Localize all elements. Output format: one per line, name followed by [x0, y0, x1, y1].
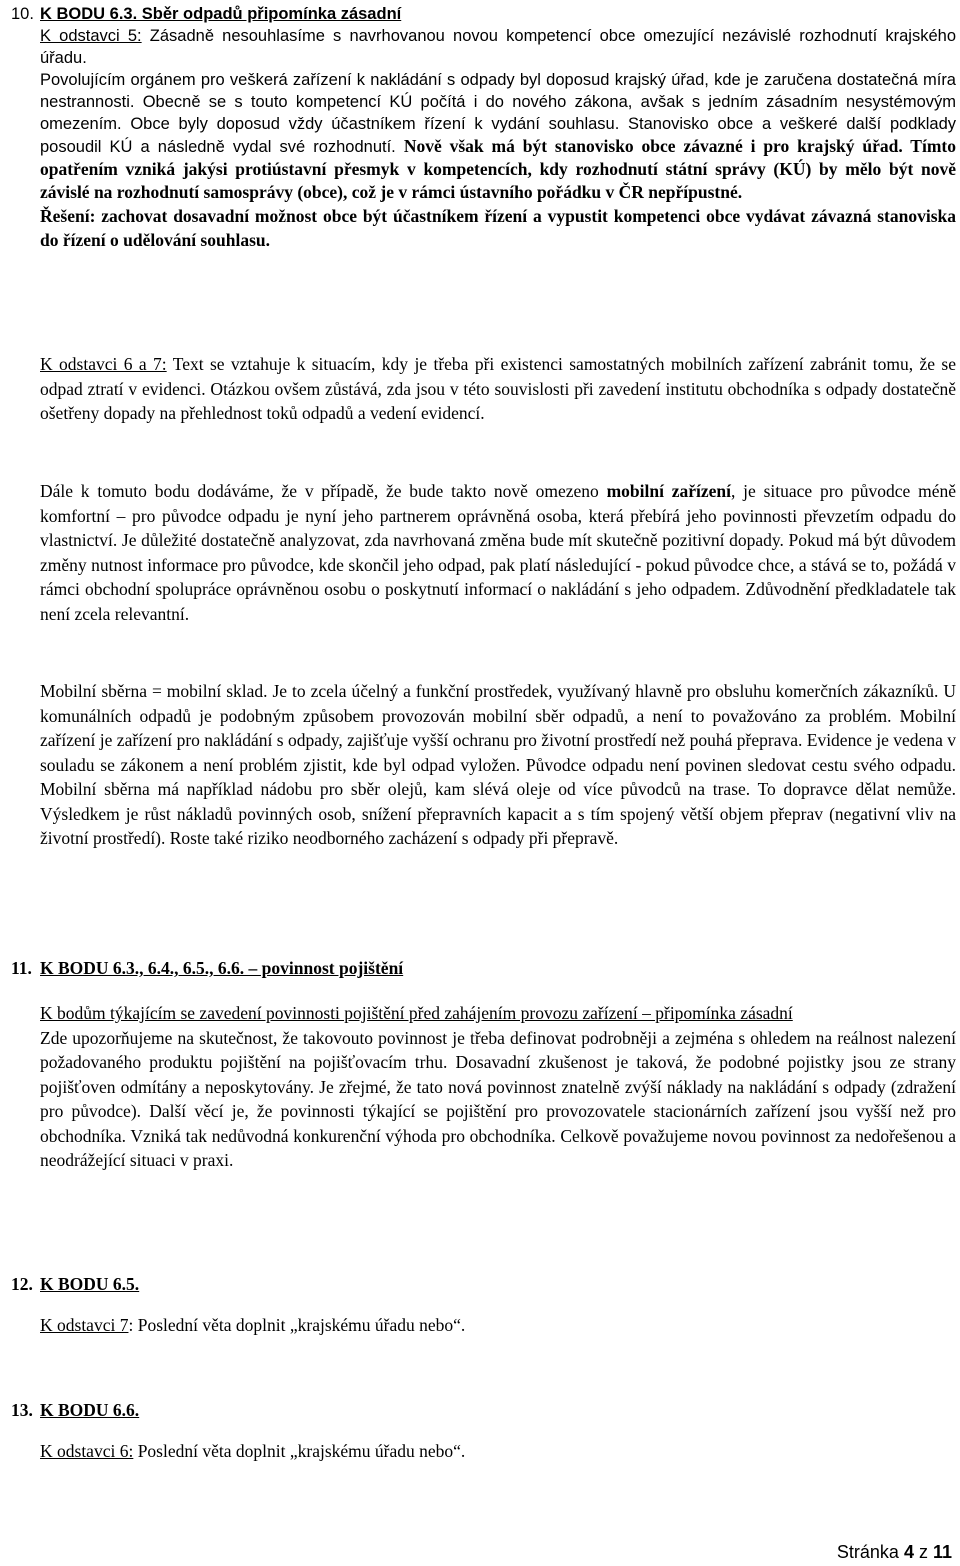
- section-10-para-2-bold: Nově však má být stanovisko obce závazné i pro krajský úřad.: [403, 136, 903, 156]
- page-footer-prefix: Stránka: [836, 1542, 904, 1562]
- section-11-body: [40, 1001, 956, 1173]
- paragraph-dale-text-after: , je situace pro původce méně komfortní – pro původce odpadu je nyní jeho partnerem oprávněná osoba, která přebírá jeho povinnosti převzetím odpadu do vlastnictví. Je důležité dostatečně analyzovat, zda navrhovaná změna bude mít skutečně pozitivní dopady. Pokud má být důvodem změny nutnost informace pro původce, kde skončil jeho odpad, pak platí následující - pokud původce chce, a stává se to, požádá v rámci obchodní spolupráce oprávněnou osobu o poskytnutí informací o nakládání s jeho odpadem. Zdůvodnění předkladatele tak není zcela relevantní.: [40, 481, 957, 624]
- section-12-heading: [11, 1272, 139, 1296]
- section-12-text: : Poslední věta doplnit „krajskému úřadu nebo“.: [128, 1315, 466, 1335]
- section-13-heading: [11, 1398, 139, 1422]
- section-12-number: 12.: [11, 1274, 33, 1294]
- paragraph-odstavci-6-7: [40, 352, 956, 426]
- section-10-para-3-bold: Tímto opatřením vzniká jakýsi protiústavní přesmyk v kompetencích, kdy rozhodnutí státní správy (KÚ) by mělo být nově závislé na rozhodnutí samosprávy (obce), což je v rámci ústavního pořádku v ČR nepřípustné.: [40, 136, 956, 202]
- section-12-title: K BODU 6.5.: [40, 1274, 140, 1294]
- section-13-title: K BODU 6.6.: [40, 1400, 140, 1420]
- section-10-number: 10.: [11, 5, 34, 23]
- section-13-number: 13.: [11, 1400, 33, 1420]
- section-11-heading: [11, 956, 403, 980]
- section-12-label: K odstavci 7: [40, 1315, 129, 1335]
- paragraph-dale: [40, 479, 956, 626]
- paragraph-mobilni-sberna-text: Mobilní sběrna = mobilní sklad. Je to zcela účelný a funkční prostředek, využívaný hlavně pro obsluhu komerčních zákazníků. U komunálních odpadů je podobným způsobem provozován mobilní sběr odpadů, a není to považováno za problém. Mobilní zařízení je zařízení pro nakládání s odpady, zajišťuje vyšší ochranu pro životní prostředí než pouhá přeprava. Evidence je vedena v souladu se zákonem a není problém zjistit, kde byl odpad vyložen. Původce odpadu není povinen sledovat cestu svého odpadu. Mobilní sběrna má například nádobu pro sběr olejů, kam slévá oleje od více původců na trase. To dopravce dělat nemůže. Výsledkem je růst nákladů povinných osob, snížení přepravních kapacit a s tím spojený větší objem přeprav (negativní vliv na životní prostředí). Roste také riziko neodborného zacházení s odpady při přepravě.: [40, 681, 956, 848]
- section-11-number: 11.: [11, 958, 32, 978]
- page-footer-current: 4: [903, 1542, 914, 1562]
- paragraph-mobilni-sberna: [40, 679, 956, 851]
- page-footer: [837, 1541, 952, 1563]
- paragraph-dale-bold: mobilní zařízení: [606, 481, 732, 501]
- section-10-heading: [11, 3, 956, 25]
- section-10-title: K BODU 6.3. Sběr odpadů připomínka zásadní: [40, 5, 402, 23]
- section-10-para-1: [40, 25, 956, 69]
- paragraph-odstavci-6-7-text: Text se vztahuje k situacím, kdy je třeba při existenci samostatných mobilních zařízení zabránit tomu, že se odpad ztratí v evidenci. Otázkou ovšem zůstává, zda jsou v této souvislosti při zavedení institutu obchodníka s odpady dostatečně ošetřeny dopady na přehlednost toků odpadů a vedení evidencí.: [40, 354, 956, 423]
- page-footer-total: 11: [932, 1542, 952, 1562]
- section-10-para-2: [40, 69, 956, 204]
- paragraph-dale-text-before: Dále k tomuto bodu dodáváme, že v případě, že bude takto nově omezeno: [40, 481, 607, 501]
- section-10-para-1-label: K odstavci 5:: [40, 27, 142, 45]
- section-13-label: K odstavci 6:: [40, 1441, 134, 1461]
- section-13-body: [40, 1439, 956, 1464]
- section-10: [11, 3, 956, 252]
- paragraph-odstavci-6-7-label: K odstavci 6 a 7:: [40, 354, 167, 374]
- section-12-body: [40, 1313, 956, 1338]
- section-13-text: Poslední věta doplnit „krajskému úřadu nebo“.: [133, 1441, 466, 1461]
- section-10-para-2-text: Povolujícím orgánem pro veškerá zařízení k nakládání s odpady byl doposud krajský úřad, kde je zaručena dostatečná míra nestrannosti. Obecně se s touto kompetencí KÚ počítá i do nového zákona, avšak s jedním zásadním nesystémovým omezením. Obce byly doposud vždy účastníkem řízení k vydání souhlasu. Stanovisko obce a veškeré další podklady posoudil KÚ a následně vydal své rozhodnutí.: [40, 71, 956, 156]
- section-11-title: K BODU 6.3., 6.4., 6.5., 6.6. – povinnost pojištění: [40, 958, 404, 978]
- page-footer-middle: z: [913, 1542, 933, 1562]
- section-11-subheading: K bodům týkajícím se zavedení povinnosti pojištění před zahájením provozu zařízení – připomínka zásadní: [40, 1003, 793, 1023]
- section-10-para-4: Řešení: zachovat dosavadní možnost obce být účastníkem řízení a vypustit kompetenci obce vydávat závazná stanoviska do řízení o udělování souhlasu.: [40, 206, 956, 250]
- section-11-text: Zde upozorňujeme na skutečnost, že takovouto povinnost je třeba definovat podrobněji a zejména s ohledem na reálnost nalezení požadovaného produktu pojištění na pojišťovacím trhu. Dosavadní zkušenost je taková, že podobné pojistky jsou ze strany pojišťoven odmítány a neposkytovány. Je zřejmé, že tato nová povinnost znatelně zvýší náklady na nakládání s odpady (zdražení pro původce). Další věcí je, že povinnosti týkající se pojištění pro provozovatele stacionárních zařízení jsou vyšší než pro obchodníka. Vzniká tak nedůvodná konkurenční výhoda pro obchodníka. Celkově považujeme novou povinnost za nedořešenou a neodrážející situaci v praxi.: [40, 1027, 956, 1170]
- section-10-para-1-text: Zásadně nesouhlasíme s navrhovanou novou kompetencí obce omezující nezávislé rozhodnutí krajského úřadu.: [40, 27, 956, 67]
